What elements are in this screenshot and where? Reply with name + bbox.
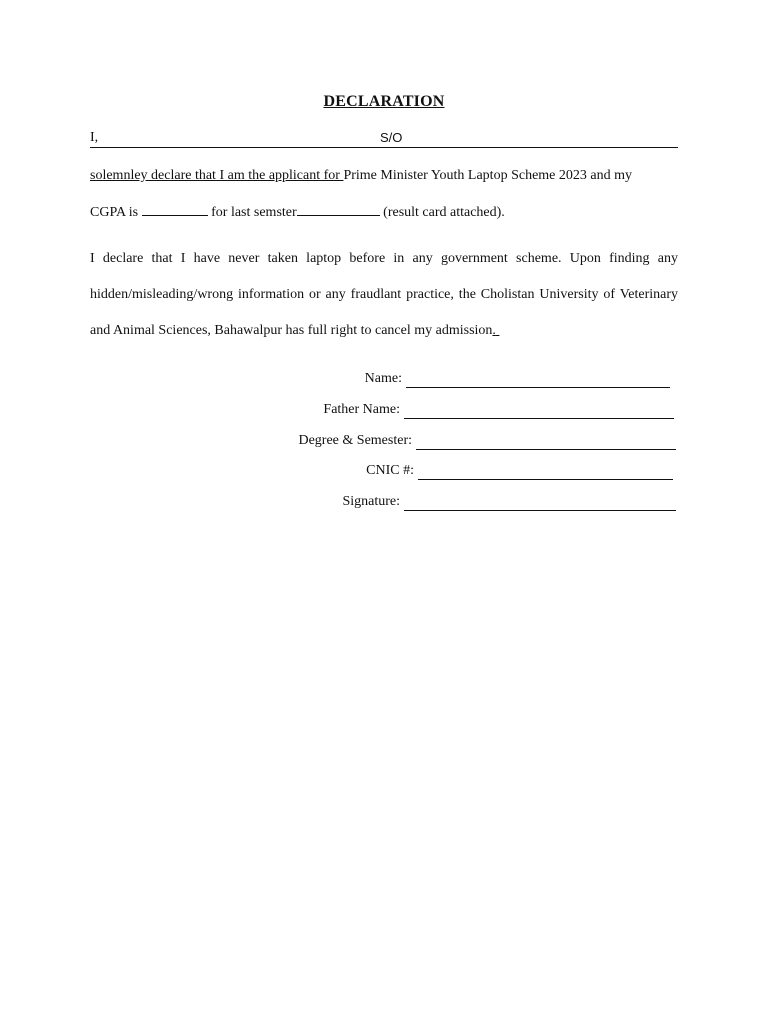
signature-line[interactable] (404, 496, 676, 511)
declaration-underlined-text: solemnley declare that I am the applicant for (90, 168, 344, 183)
attachment-note: (result card attached). (383, 205, 505, 220)
name-label: Name: (364, 371, 402, 386)
father-name-field (323, 401, 674, 419)
applicant-name-line (90, 130, 678, 148)
cnic-line[interactable] (418, 465, 673, 480)
applicant-prefix: I, (90, 130, 99, 145)
cgpa-line (90, 202, 678, 222)
signature-label: Signature: (342, 494, 400, 509)
father-name-line[interactable] (404, 404, 674, 419)
cnic-label: CNIC #: (366, 463, 414, 478)
declaration-paragraph-text: I declare that I have never taken laptop before in any government scheme. Upon finding any hidden/misleading/wrong information or any fraudlant practice, the Cholistan University of Veterinary and Animal Sciences, Bahawalpur has full right to cancel my admission (90, 251, 678, 338)
son-of-label: S/O (380, 130, 403, 145)
degree-semester-label: Degree & Semester: (298, 433, 412, 448)
semester-label: for last semster (211, 205, 297, 220)
name-field (365, 370, 670, 388)
cgpa-blank[interactable] (142, 202, 208, 216)
semester-blank[interactable] (297, 202, 380, 216)
degree-semester-field (298, 432, 676, 450)
name-line[interactable] (406, 373, 670, 388)
declaration-line-1 (90, 167, 678, 185)
cnic-field (366, 462, 673, 480)
cgpa-label: CGPA is (90, 205, 139, 220)
scheme-text: Prime Minister Youth Laptop Scheme 2023 and my (343, 168, 632, 183)
signature-field (342, 493, 676, 511)
declaration-paragraph (90, 241, 678, 349)
degree-semester-line[interactable] (416, 435, 676, 450)
father-name-label: Father Name: (323, 402, 400, 417)
paragraph-end: . (492, 323, 496, 338)
page-title: DECLARATION (323, 93, 445, 110)
